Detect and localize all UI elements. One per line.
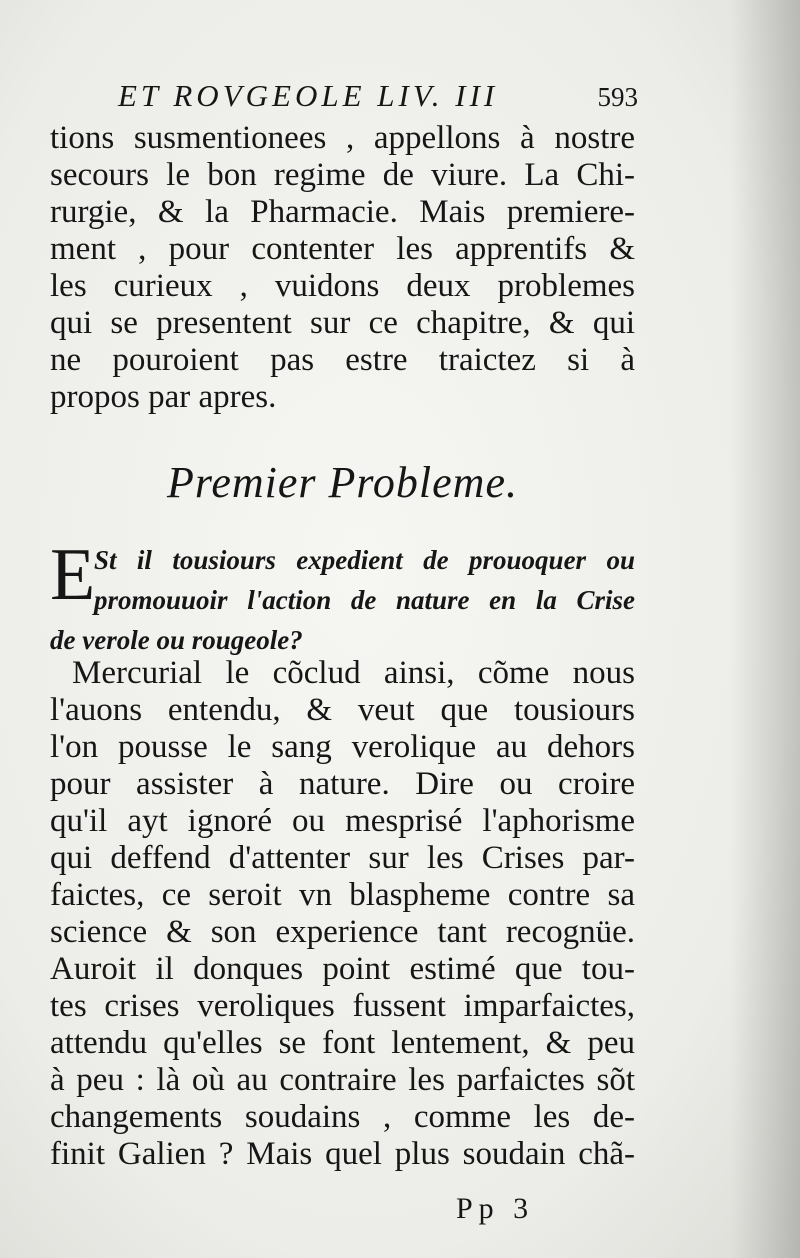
text-line: ment , pour contenter les apprentifs & (50, 231, 635, 267)
running-head (118, 78, 638, 118)
body-paragraph (50, 655, 635, 1173)
text-line: secours le bon regime de viure. La Chi- (50, 157, 635, 193)
running-title: ET ROVGEOLE LIV. III (118, 78, 499, 113)
opening-paragraph (50, 120, 635, 416)
text-line: ne pouroient pas estre traictez si à (50, 342, 635, 378)
section-heading: Premier Probleme. (167, 458, 518, 507)
text-line: changements soudains , comme les de- (50, 1099, 635, 1135)
text-line: faictes, ce seroit vn blaspheme contre sa (50, 877, 635, 913)
text-line: pour assister à nature. Dire ou croire (50, 766, 635, 802)
text-line: rurgie, & la Pharmacie. Mais premiere- (50, 194, 635, 230)
text-line: tions susmentionees , appellons à nostre (50, 120, 635, 156)
question-line: promouuoir l'action de nature en la Crise (94, 585, 635, 615)
text-line: qui deffend d'attenter sur les Crises par- (50, 840, 635, 876)
text-line: l'auons entendu, & veut que tousiours (50, 692, 635, 728)
text-line: qu'il ayt ignoré ou mesprisé l'aphorisme (50, 803, 635, 839)
text-line: à peu : là où au contraire les parfaictes sõt (50, 1062, 635, 1098)
question-line: de verole ou rougeole? (50, 625, 303, 655)
text-line: tes crises veroliques fussent imparfaictes, (50, 988, 635, 1024)
text-line: science & son experience tant recognüe. (50, 914, 635, 950)
text-line: qui se presentent sur ce chapitre, & qui (50, 305, 635, 341)
text-line: l'on pousse le sang verolique au dehors (50, 729, 635, 765)
text-line: Mercurial le cõclud ainsi, cõme nous (72, 655, 635, 691)
text-line: Auroit il donques point estimé que tou- (50, 951, 635, 987)
signature-mark: Pp 3 (456, 1192, 535, 1225)
problem-question (50, 534, 635, 660)
drop-cap: E (50, 534, 96, 616)
text-line: les curieux , vuidons deux problemes (50, 268, 635, 304)
text-line: finit Galien ? Mais quel plus soudain chã- (50, 1136, 635, 1172)
question-line: St il tousiours expedient de prouoquer ou (94, 545, 635, 575)
text-line: propos par apres. (50, 379, 277, 415)
text-line: attendu qu'elles se font lentement, & peu (50, 1025, 635, 1061)
page-number: 593 (597, 82, 638, 112)
